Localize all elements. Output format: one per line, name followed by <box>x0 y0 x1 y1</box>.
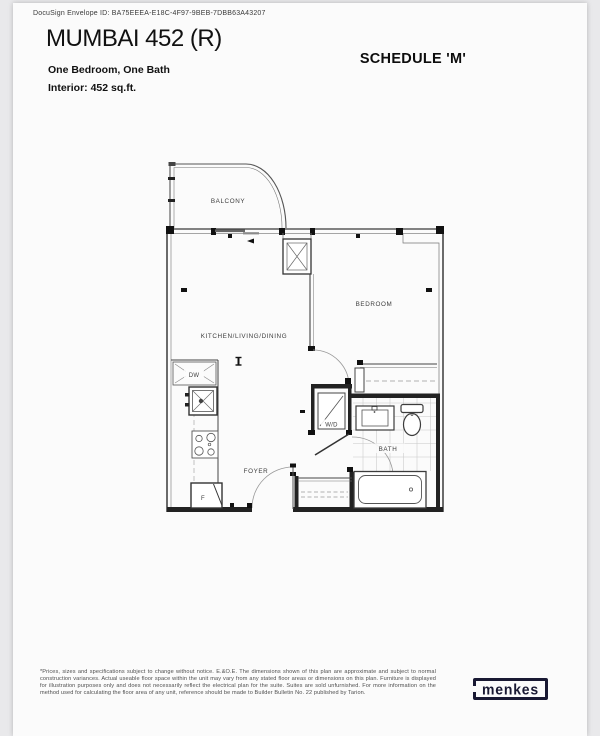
washer-dryer-door <box>315 434 349 455</box>
shaft-box <box>283 233 311 274</box>
fridge-label: F <box>201 496 205 502</box>
dishwasher-label: DW <box>188 373 200 379</box>
kitchen-sink <box>185 387 217 415</box>
bath-label: BATH <box>378 446 398 453</box>
disclaimer-text: *Prices, sizes and specifications subject to change without notice. E.&O.E. The dimensions shown of this plan are approximate and subject to normal construction variances. Actual useable floor space within the unit may vary from any stated floor areas or dimensions on this plan. Furniture is displayed for illustration purposes only and does not necessarily reflect the electrical plan for the suite. Suites are sold unfurnished. For more information on the method used for calculating the floor area of any unit, reference should be made to Builder Bulletin No. 22 published by Tarion. <box>40 669 436 696</box>
bedroom-label: BEDROOM <box>355 301 393 308</box>
toilet <box>401 405 423 436</box>
bedroom-door-arc <box>313 350 349 386</box>
page-title: MUMBAI 452 (R) <box>46 25 222 52</box>
kitchen-living-dining-label: KITCHEN/LIVING/DINING <box>200 333 288 340</box>
kitchen-counter <box>171 358 242 509</box>
menkes-logo-text: menkes <box>482 680 539 698</box>
foyer-closet <box>290 472 352 509</box>
electrical-tick <box>236 358 242 366</box>
schedule-label: SCHEDULE 'M' <box>359 51 467 67</box>
floor-plan <box>160 150 460 525</box>
bathtub <box>354 472 426 509</box>
stove <box>192 431 218 458</box>
balcony-label: BALCONY <box>210 198 246 205</box>
dishwasher <box>173 362 216 385</box>
document-page <box>13 3 587 736</box>
logo-notch <box>471 686 477 692</box>
vanity-sink <box>356 406 394 430</box>
docusign-envelope-id: DocuSign Envelope ID: BA75EEEA-E18C-4F97-9BEB-7DBB63A43207 <box>33 10 266 17</box>
unit-subtitle: One Bedroom, One Bath <box>48 64 170 76</box>
bedroom-closet <box>349 360 440 398</box>
balcony-outline <box>168 162 286 228</box>
menkes-logo <box>473 678 548 700</box>
washer-dryer <box>300 389 352 456</box>
bedroom-partition-wall <box>308 274 352 389</box>
washer-dryer-label: W/D <box>325 422 338 429</box>
bath-door-arc <box>352 437 393 473</box>
interior-size: Interior: 452 sq.ft. <box>48 82 137 94</box>
bathroom <box>347 398 440 509</box>
foyer-label: FOYER <box>243 468 269 475</box>
fridge <box>191 483 222 508</box>
